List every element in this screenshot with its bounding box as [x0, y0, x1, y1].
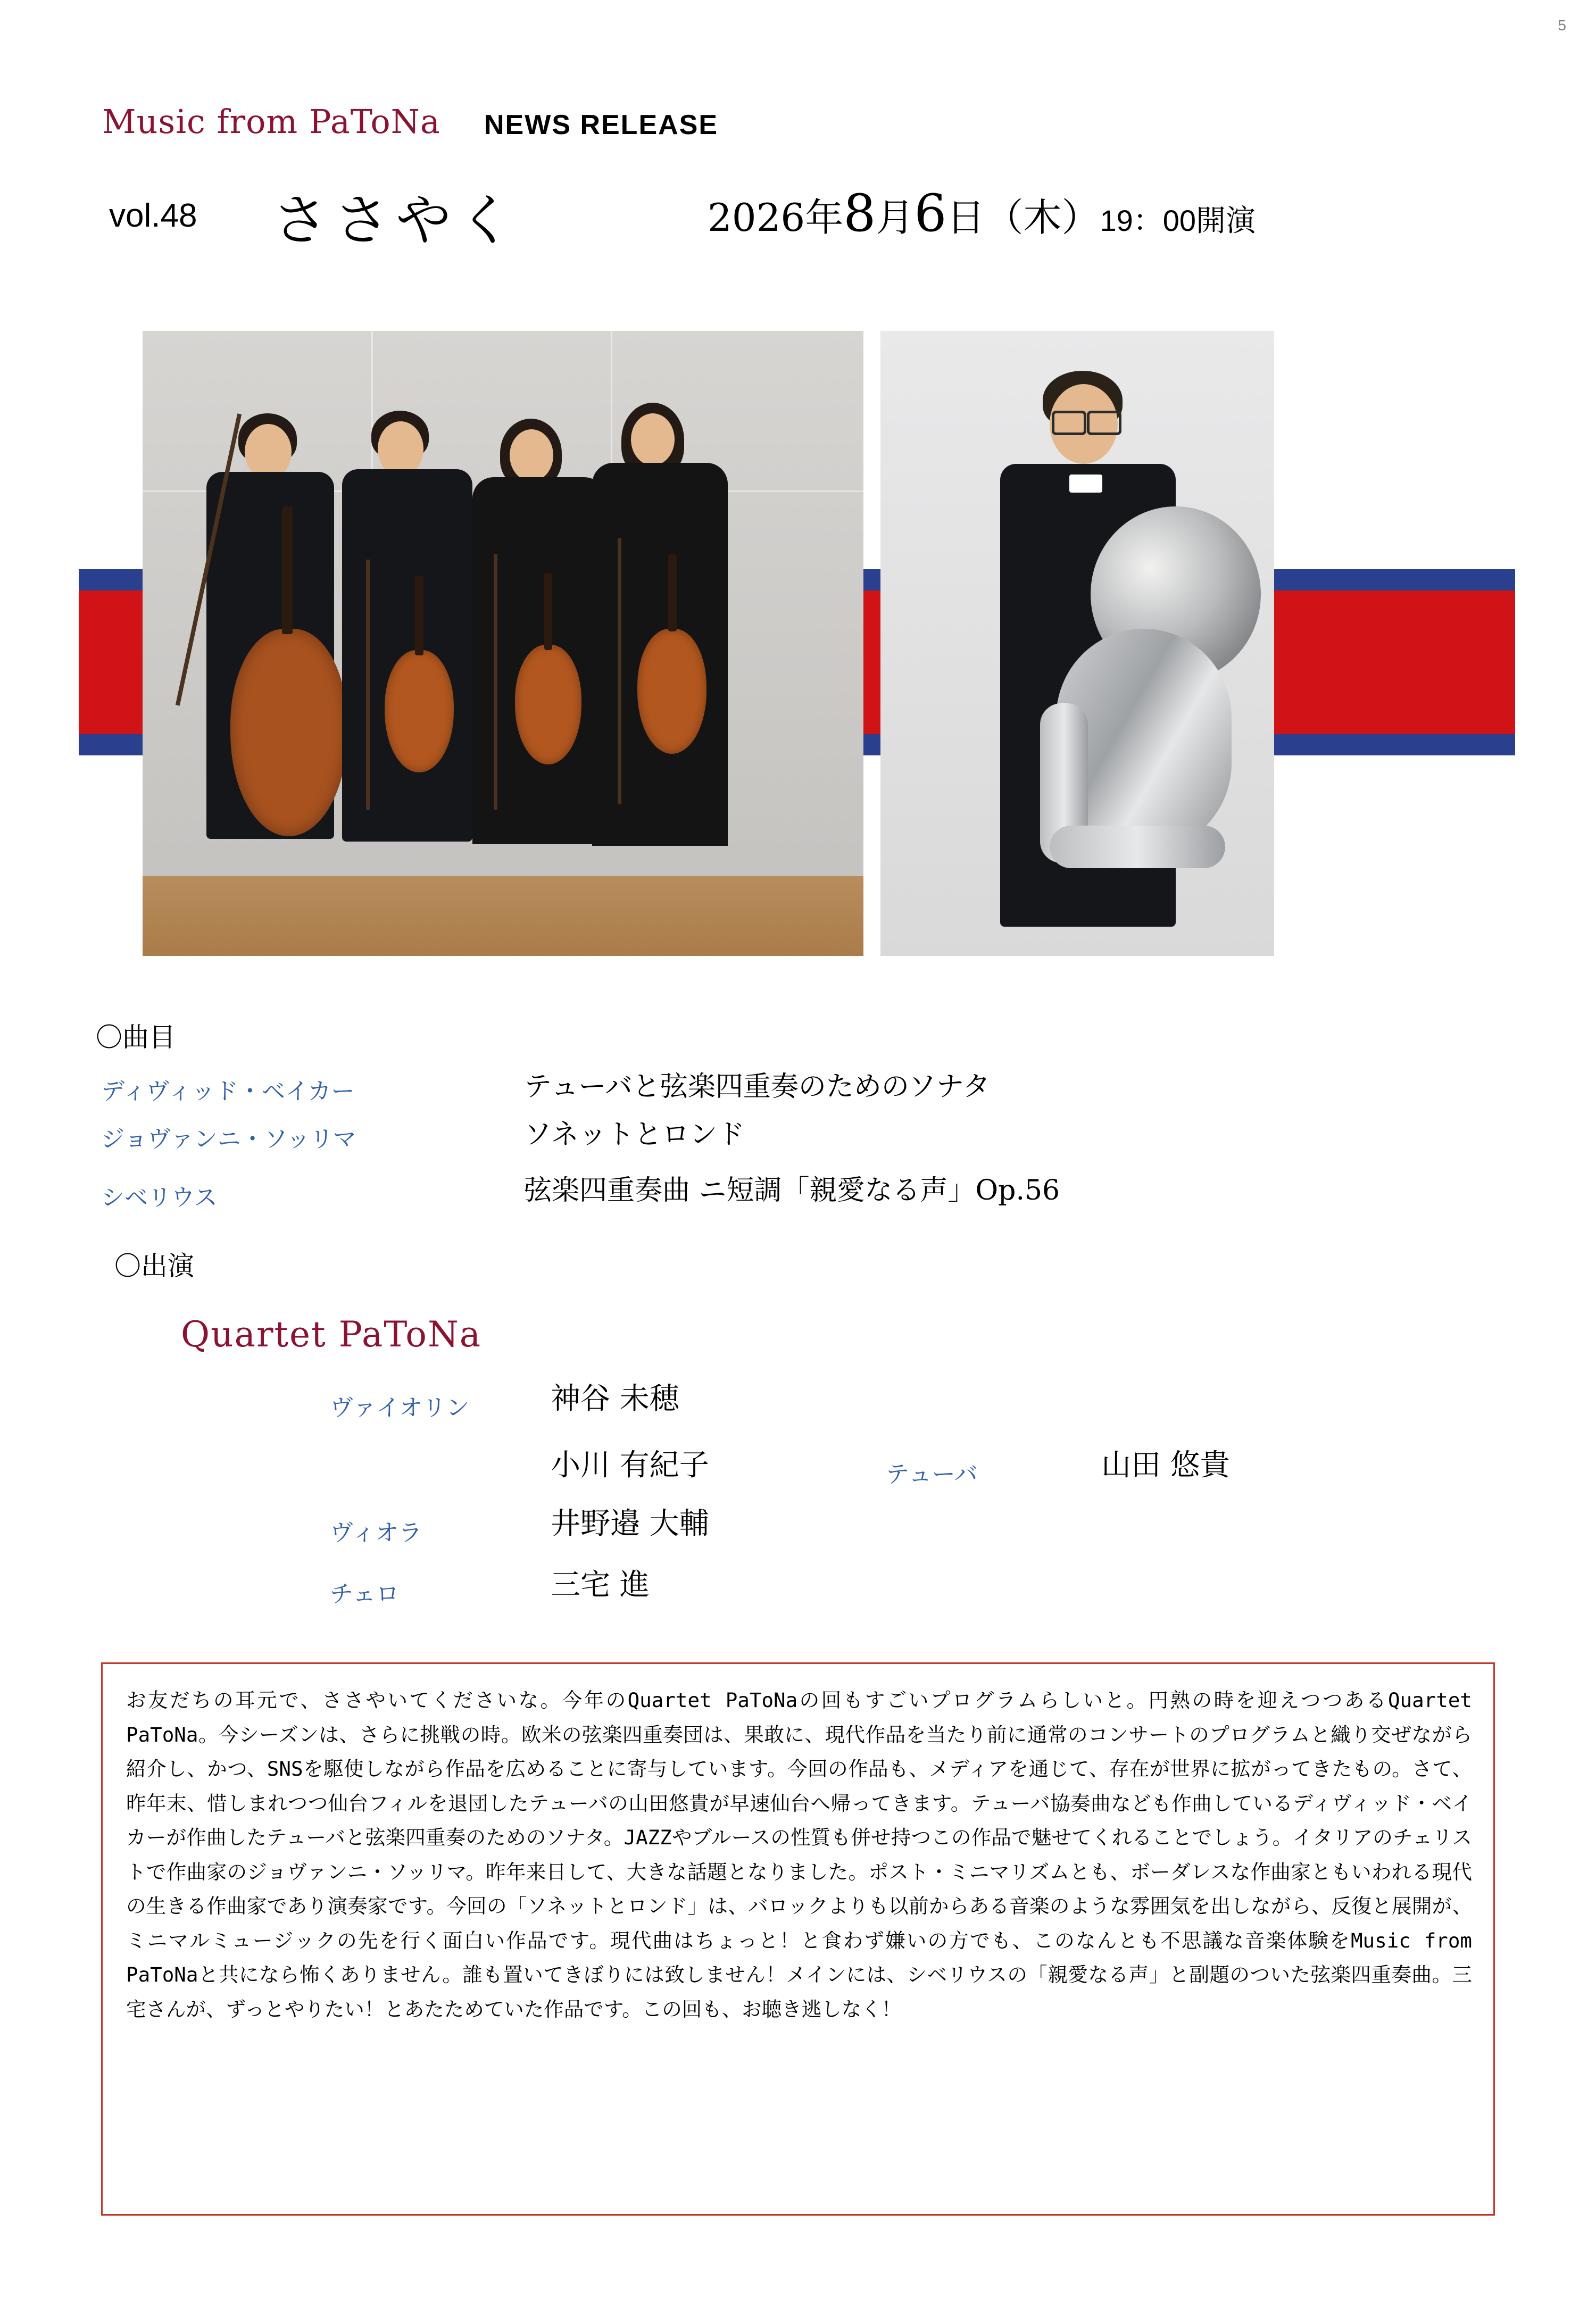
date-year: 2026年 [708, 195, 844, 240]
description-box [101, 1662, 1495, 2216]
tuba-player-photo [880, 331, 1274, 956]
glasses-right [1087, 411, 1121, 435]
role-cello: チェロ [330, 1580, 400, 1608]
piece-1: テューバと弦楽四重奏のためのソナタ [524, 1071, 991, 1103]
wall-seam [371, 331, 373, 490]
tuba-valve-section [1050, 826, 1225, 868]
date-day-suffix: 日 [946, 195, 985, 240]
date-month-suffix: 月 [876, 195, 915, 240]
date-day: 6 [914, 184, 947, 243]
cello-neck [282, 506, 293, 634]
player-cello: 三宅 進 [551, 1568, 650, 1602]
viola-bow [618, 538, 621, 804]
page-title: ささやく [272, 188, 520, 253]
violin-body [515, 645, 581, 764]
composer-3: シベリウス [101, 1184, 218, 1211]
concert-datetime [708, 184, 1256, 243]
violin-body [385, 650, 454, 772]
player-tuba: 山田 悠貴 [1101, 1448, 1230, 1483]
violin-neck [544, 573, 552, 650]
description-text: お友だちの耳元で、ささやいてくださいな。今年のQuartet PaToNaの回もすごいプログラムらしいと。円熟の時を迎えつつあるQuartet PaToNa。今シーズンは、さらに挑戦の時。欧米の弦楽四重奏団は、果敢に、現代作品を当たり前に通常のコンサートのプログラムと織り交ぜながら紹介し、かつ、SNSを駆使しながら作品を広めることに寄与しています。今回の作品も、メディアを通じて、存在が世界に拡がってきたもの。さて、昨年末、惜しまれつつ仙台フィルを退団したテューバの山田悠貴が早速仙台へ帰ってきます。テューバ協奏曲なども作曲しているディヴィッド・ベイカーが作曲したテューバと弦楽四重奏のためのソナタ。JAZZやブルースの性質も併せ持つこの作品で魅せてくれることでしょう。イタリアのチェリストで作曲家のジョヴァンニ・ソッリマ。昨年来日して、大きな話題となりました。ポスト・ミニマリズムとも、ボーダレスな作曲家ともいわれる現代の生きる作曲家であり演奏家です。今回の「ソネットとロンド」は、バロックよりも以前からある音楽のような雰囲気を出しながら、反復と展開が、ミニマルミュージックの先を行く面白い作品です。現代曲はちょっと！と食わず嫌いの方でも、このなんとも不思議な音楽体験をMusic from PaToNaと共になら怖くありません。誰も置いてきぼりには致しません！メインには、シベリウスの「親愛なる声」と副題のついた弦楽四重奏曲。三宅さんが、ずっとやりたい！とあたためていた作品です。この回も、お聴き逃しなく！ [126, 1688, 1484, 2021]
piece-2: ソネットとロンド [524, 1119, 745, 1151]
head [510, 429, 553, 481]
composer-1: ディヴィッド・ベイカー [101, 1078, 355, 1105]
violin-bow [366, 560, 370, 810]
player-violin-1: 神谷 未穂 [551, 1382, 679, 1416]
role-violin: ヴァイオリン [330, 1394, 470, 1421]
cast-label: 〇出演 [114, 1251, 194, 1282]
head [378, 421, 423, 477]
violin-bow [494, 554, 497, 810]
ensemble-name: Quartet PaToNa [181, 1314, 482, 1355]
glasses-left [1052, 411, 1086, 435]
start-time: 19：00開演 [1100, 204, 1256, 237]
head [631, 413, 675, 465]
page-number: 5 [1558, 17, 1566, 34]
weekday: （木） [985, 195, 1100, 240]
volume-label: vol.48 [109, 197, 197, 234]
role-viola: ヴィオラ [330, 1519, 422, 1546]
violin-neck [415, 576, 423, 655]
news-release-label: NEWS RELEASE [484, 110, 719, 140]
role-tuba: テューバ [886, 1461, 978, 1488]
composer-2: ジョヴァンニ・ソッリマ [101, 1126, 356, 1153]
viola-neck [668, 554, 677, 631]
piece-3: 弦楽四重奏曲 ニ短調「親愛なる声」Op.56 [524, 1175, 1060, 1206]
program-label: 〇曲目 [96, 1022, 176, 1053]
viola-body [637, 629, 706, 754]
date-month: 8 [843, 184, 876, 243]
bow-tie [1069, 475, 1102, 493]
brand-logo: Music from PaToNa [102, 102, 440, 141]
player-violin-2: 小川 有紀子 [551, 1448, 709, 1483]
cello-body [230, 629, 347, 836]
photo-floor [143, 876, 863, 956]
player-viola: 井野邉 大輔 [551, 1507, 709, 1541]
quartet-photo [143, 331, 863, 956]
